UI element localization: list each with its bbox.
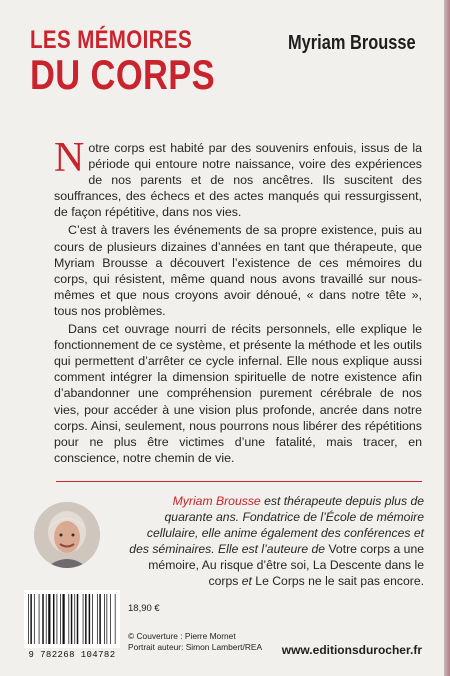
blurb-p1-text: otre corps est habité par des souvenirs enfouis, issus de la période qui entoure notre naissance, voire des expériences de nos parents et de nos ancêtres. Ils suscitent des souffrances, des échecs et des actes manqués qui ressurgissent, de façon répétitive, dans nos vies. bbox=[54, 141, 422, 220]
author-name: Myriam Brousse bbox=[288, 32, 416, 54]
blurb bbox=[54, 135, 422, 468]
author-portrait-icon bbox=[34, 502, 100, 568]
credit-cover: © Couverture : Pierre Mornet bbox=[128, 631, 236, 641]
bio-author-name: Myriam Brousse bbox=[172, 494, 261, 508]
publisher-website: www.editionsdurocher.fr bbox=[281, 643, 422, 657]
credits bbox=[128, 631, 262, 653]
drop-cap: N bbox=[54, 135, 85, 181]
book-title bbox=[30, 28, 256, 96]
blurb-paragraph-2: C’est à travers les événements de sa propre existence, puis au cours de plusieurs dizaines d’années en tant que thérapeute, que Myriam Brousse a découvert l’existence de ces mémoires du corps, qui résistent, même quand nous avons travaillé sur nous-mêmes et que nous croyons avoir dénoué, « dans notre tête », tous nos problèmes. bbox=[54, 223, 422, 318]
bio-line-1: est thérapeute depuis plus de quarante ans. bbox=[164, 494, 424, 524]
isbn-barcode-icon bbox=[24, 590, 120, 648]
blurb-paragraph-1 bbox=[54, 135, 422, 220]
price: 18,90 € bbox=[128, 603, 160, 614]
spine-edge bbox=[444, 0, 450, 676]
bio-books: Votre corps a une mémoire, Au risque d’être soi, La Descente dans le corps bbox=[148, 542, 424, 588]
author-bio bbox=[124, 493, 424, 589]
bio-and: et bbox=[238, 574, 256, 588]
credit-portrait: Portrait auteur: Simon Lambert/REA bbox=[128, 642, 263, 652]
isbn-number: 9 782268 104782 bbox=[28, 650, 116, 660]
bio-last-book: Le Corps ne le sait pas encore. bbox=[255, 574, 424, 588]
section-divider bbox=[56, 481, 422, 482]
title-line-2: DU CORPS bbox=[30, 51, 216, 98]
title-line-1: LES MÉMOIRES bbox=[30, 26, 193, 54]
bio-line-2: Fondatrice de l’École de mémoire cellulaire, elle anime également des conférences et des séminaires. Elle est l’auteure de bbox=[129, 510, 424, 556]
blurb-paragraph-3: Dans cet ouvrage nourri de récits personnels, elle explique le fonctionnement de ce système, et présente la méthode et les outils qui permettent d’arrêter ce cycle infernal. Elle nous explique aussi comment intégrer la dimension spirituelle de notre existence afin d’abandonner une compréhension purement cérébrale de nos vies, pour accéder à une vision plus profonde, ancrée dans notre corps. Ainsi, seulement, nous pourrons nous libérer des répétitions pour ne plus être victimes d’une fatalité, mais tracer, en conscience, notre chemin de vie. bbox=[54, 322, 422, 465]
